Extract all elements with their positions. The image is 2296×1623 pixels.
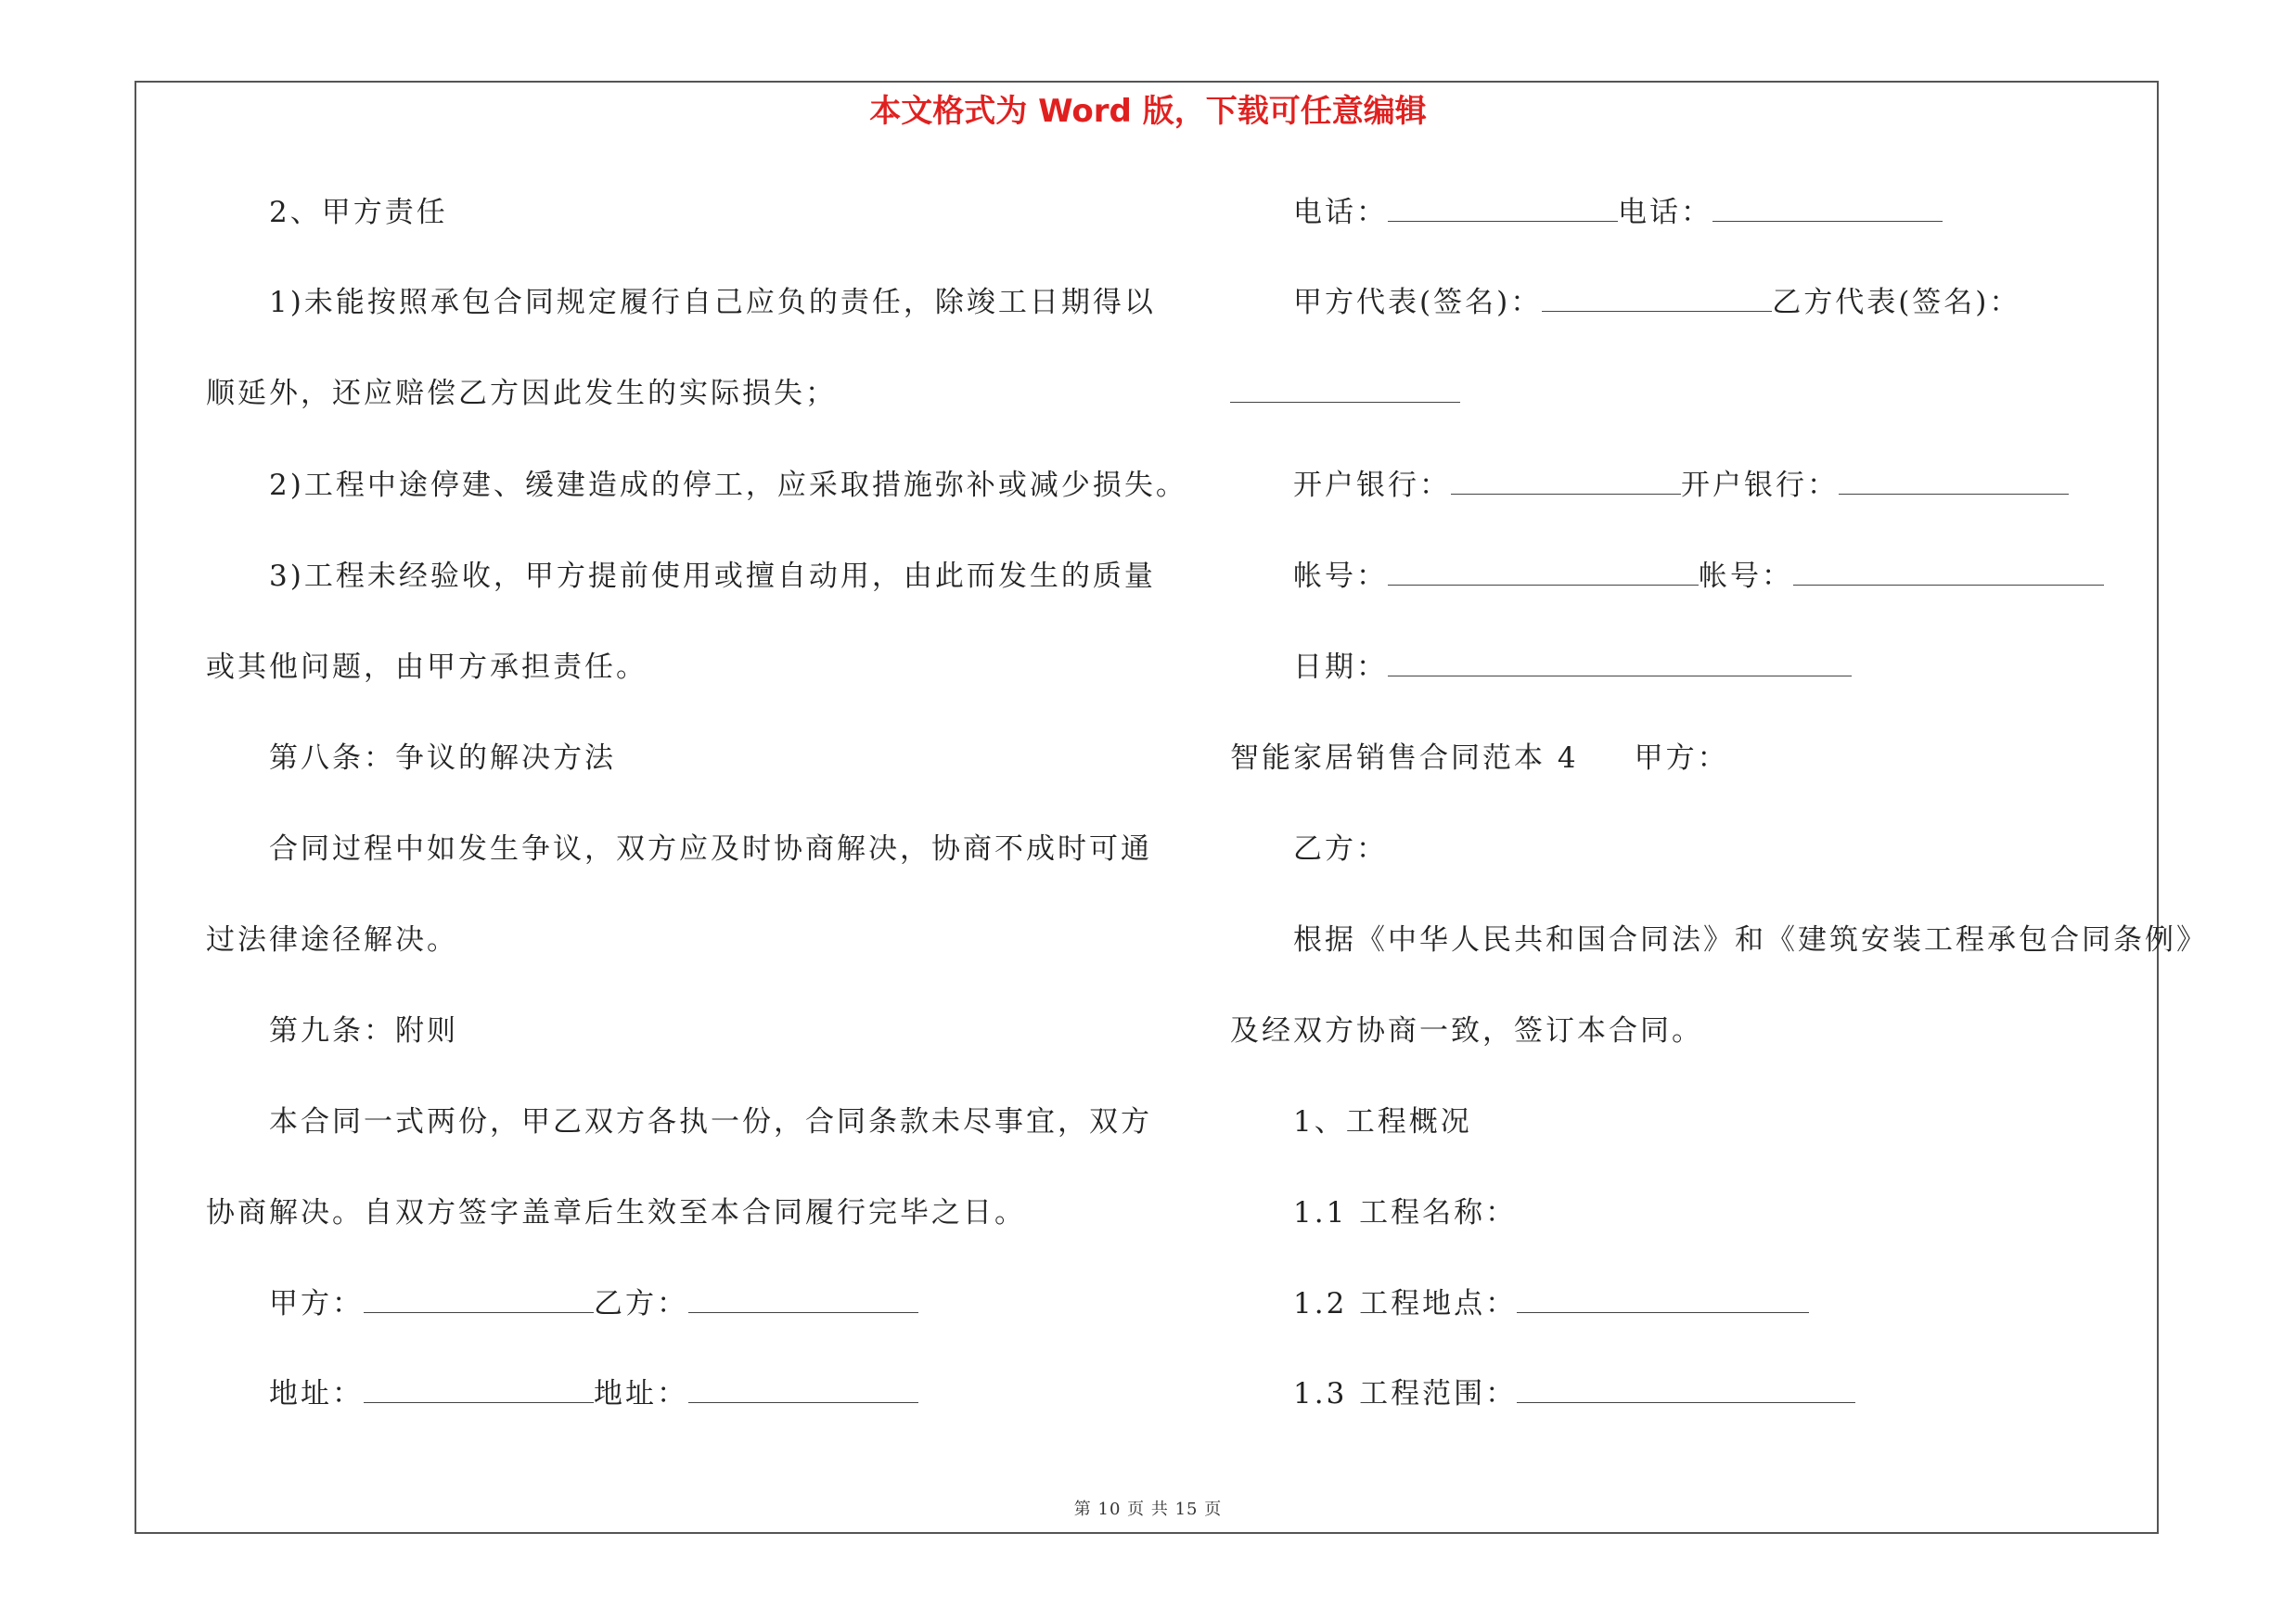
bank-row bbox=[1230, 467, 2069, 504]
project-scope-blank[interactable] bbox=[1517, 1378, 1855, 1403]
bank-a-label: 开户银行： bbox=[1293, 469, 1451, 502]
rep-a-blank[interactable] bbox=[1542, 287, 1772, 312]
paragraph-line: 1)未能按照承包合同规定履行自己应负的责任，除竣工日期得以 bbox=[269, 286, 1156, 319]
paragraph-line: 及经双方协商一致，签订本合同。 bbox=[1230, 1014, 1703, 1048]
page-number: 第 10 页 共 15 页 bbox=[1073, 1500, 1223, 1519]
date-label: 日期： bbox=[1293, 650, 1388, 684]
signature-row-party bbox=[206, 1285, 918, 1322]
section-title-row bbox=[1230, 740, 1729, 777]
phone-row bbox=[1230, 194, 1943, 231]
address-a-blank[interactable] bbox=[364, 1378, 594, 1403]
bank-b-blank[interactable] bbox=[1839, 470, 2069, 495]
project-scope-row bbox=[1230, 1375, 1855, 1412]
signature-row-address bbox=[206, 1375, 918, 1412]
heading-party-a-duty: 2、甲方责任 bbox=[269, 196, 448, 229]
account-a-label: 帐号： bbox=[1293, 560, 1388, 593]
phone-a-label: 电话： bbox=[1293, 196, 1388, 229]
address-a-label: 地址： bbox=[269, 1377, 364, 1410]
paragraph-line: 本合同一式两份，甲乙双方各执一份，合同条款未尽事宜，双方 bbox=[269, 1105, 1152, 1139]
party-b-label: 乙方： bbox=[1293, 832, 1388, 866]
account-row bbox=[1230, 558, 2104, 595]
section-title: 智能家居销售合同范本 4 bbox=[1230, 741, 1579, 775]
party-a-label: 甲方： bbox=[269, 1287, 364, 1320]
address-b-blank[interactable] bbox=[688, 1378, 918, 1403]
account-a-blank[interactable] bbox=[1388, 560, 1699, 586]
phone-b-blank[interactable] bbox=[1712, 197, 1943, 222]
rep-a-label: 甲方代表(签名)： bbox=[1293, 286, 1543, 319]
party-b-label: 乙方： bbox=[594, 1287, 688, 1320]
header-note: 本文格式为 Word 版，下载可任意编辑 bbox=[869, 93, 1427, 130]
paragraph-line: 2)工程中途停建、缓建造成的停工，应采取措施弥补或减少损失。 bbox=[269, 469, 1187, 502]
paragraph-line: 3)工程未经验收，甲方提前使用或擅自动用，由此而发生的质量 bbox=[269, 560, 1156, 593]
project-location-row bbox=[1230, 1285, 1809, 1322]
article-8-heading: 第八条：争议的解决方法 bbox=[269, 741, 616, 775]
address-b-label: 地址： bbox=[594, 1377, 688, 1410]
project-scope-label: 1.3 工程范围： bbox=[1293, 1377, 1518, 1410]
project-location-blank[interactable] bbox=[1517, 1288, 1809, 1313]
article-9-heading: 第九条：附则 bbox=[269, 1014, 458, 1048]
project-name-label: 1.1 工程名称： bbox=[1293, 1196, 1518, 1230]
paragraph-line: 根据《中华人民共和国合同法》和《建筑安装工程承包合同条例》 bbox=[1293, 923, 2208, 957]
paragraph-line: 或其他问题，由甲方承担责任。 bbox=[206, 650, 648, 684]
bank-b-label: 开户银行： bbox=[1681, 469, 1839, 502]
paragraph-line: 过法律途径解决。 bbox=[206, 923, 458, 957]
account-b-label: 帐号： bbox=[1699, 560, 1793, 593]
phone-b-label: 电话： bbox=[1618, 196, 1712, 229]
phone-a-blank[interactable] bbox=[1388, 197, 1618, 222]
party-b-blank[interactable] bbox=[688, 1288, 918, 1313]
date-row bbox=[1230, 649, 1852, 686]
party-a-blank[interactable] bbox=[364, 1288, 594, 1313]
paragraph-line: 顺延外，还应赔偿乙方因此发生的实际损失； bbox=[206, 377, 837, 410]
bank-a-blank[interactable] bbox=[1451, 470, 1681, 495]
account-b-blank[interactable] bbox=[1793, 560, 2104, 586]
project-overview-heading: 1、工程概况 bbox=[1293, 1105, 1472, 1139]
project-location-label: 1.2 工程地点： bbox=[1293, 1287, 1518, 1320]
paragraph-line: 协商解决。自双方签字盖章后生效至本合同履行完毕之日。 bbox=[206, 1196, 1026, 1230]
rep-b-blank[interactable] bbox=[1230, 378, 1460, 403]
rep-b-label: 乙方代表(签名)： bbox=[1772, 286, 2021, 319]
date-blank[interactable] bbox=[1388, 651, 1852, 676]
representative-row bbox=[1230, 284, 2020, 321]
rep-b-blank-row bbox=[1230, 375, 1460, 412]
paragraph-line: 合同过程中如发生争议，双方应及时协商解决，协商不成时可通 bbox=[269, 832, 1152, 866]
party-a-label: 甲方： bbox=[1634, 741, 1729, 775]
